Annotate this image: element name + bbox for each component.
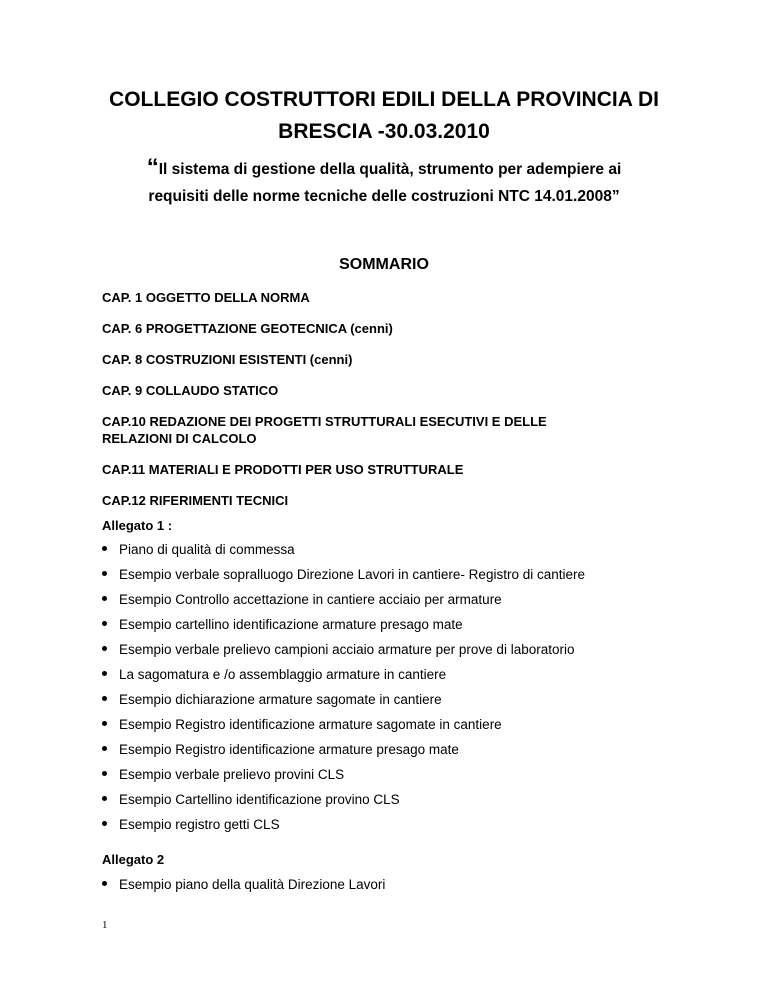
list-item xyxy=(102,816,585,841)
bullet-icon xyxy=(102,571,107,576)
list-item-text: Esempio Cartellino identificazione provino CLS xyxy=(119,792,400,807)
bullet-icon xyxy=(102,746,107,751)
list-item-text: Esempio cartellino identificazione armature presago mate xyxy=(119,617,463,632)
list-item-text: Esempio verbale prelievo provini CLS xyxy=(119,767,345,782)
allegato-1-list xyxy=(102,541,585,841)
bullet-icon xyxy=(102,881,107,886)
list-item-text: Piano di qualità di commessa xyxy=(119,542,295,557)
list-item xyxy=(102,741,585,766)
list-item xyxy=(102,591,585,616)
allegato-2-list xyxy=(102,876,385,901)
bullet-icon xyxy=(102,796,107,801)
document-subtitle xyxy=(60,154,708,210)
list-item xyxy=(102,766,585,791)
chapter-item xyxy=(102,413,702,447)
list-item-text: La sagomatura e /o assemblaggio armature in cantiere xyxy=(119,667,447,682)
list-item xyxy=(102,616,585,641)
bullet-icon xyxy=(102,821,107,826)
list-item xyxy=(102,666,585,691)
subtitle-line-2: requisiti delle norme tecniche delle costruzioni NTC 14.01.2008” xyxy=(148,188,620,205)
list-item xyxy=(102,541,585,566)
list-item xyxy=(102,566,585,591)
chapter-item-line: CAP.10 REDAZIONE DEI PROGETTI STRUTTURALI ESECUTIVI E DELLE xyxy=(102,414,547,429)
bullet-icon xyxy=(102,621,107,626)
bullet-icon xyxy=(102,696,107,701)
chapter-item: CAP. 8 COSTRUZIONI ESISTENTI (cenni) xyxy=(102,352,353,367)
chapter-item-line: RELAZIONI DI CALCOLO xyxy=(102,431,257,446)
document-title xyxy=(40,84,728,148)
list-item xyxy=(102,691,585,716)
list-item xyxy=(102,876,385,901)
bullet-icon xyxy=(102,721,107,726)
list-item-text: Esempio piano della qualità Direzione Lavori xyxy=(119,877,386,892)
list-item-text: Esempio Controllo accettazione in cantiere acciaio per armature xyxy=(119,592,502,607)
chapter-item: CAP.12 RIFERIMENTI TECNICI xyxy=(102,493,289,508)
subtitle-open-quote: “ xyxy=(146,154,159,181)
list-item-text: Esempio Registro identificazione armature presago mate xyxy=(119,742,459,757)
list-item-text: Esempio Registro identificazione armature sagomate in cantiere xyxy=(119,717,502,732)
bullet-icon xyxy=(102,596,107,601)
list-item-text: Esempio registro getti CLS xyxy=(119,817,280,832)
summary-heading: SOMMARIO xyxy=(339,256,429,273)
chapter-item: CAP. 9 COLLAUDO STATICO xyxy=(102,383,279,398)
bullet-icon xyxy=(102,671,107,676)
list-item-text: Esempio verbale sopralluogo Direzione Lavori in cantiere- Registro di cantiere xyxy=(119,567,585,582)
chapter-item: CAP. 6 PROGETTAZIONE GEOTECNICA (cenni) xyxy=(102,321,393,336)
list-item-text: Esempio dichiarazione armature sagomate in cantiere xyxy=(119,692,442,707)
list-item xyxy=(102,791,585,816)
list-item-text: Esempio verbale prelievo campioni acciaio armature per prove di laboratorio xyxy=(119,642,575,657)
chapter-item: CAP.11 MATERIALI E PRODOTTI PER USO STRUTTURALE xyxy=(102,462,464,477)
bullet-icon xyxy=(102,646,107,651)
bullet-icon xyxy=(102,771,107,776)
allegato-1-heading: Allegato 1 : xyxy=(102,518,173,533)
subtitle-line-1: Il sistema di gestione della qualità, strumento per adempiere ai xyxy=(158,161,622,178)
bullet-icon xyxy=(102,546,107,551)
title-line-1: COLLEGIO COSTRUTTORI EDILI DELLA PROVINCIA DI xyxy=(109,88,659,111)
chapter-item: CAP. 1 OGGETTO DELLA NORMA xyxy=(102,290,310,305)
page-number: 1 xyxy=(102,919,108,931)
list-item xyxy=(102,641,585,666)
allegato-2-heading: Allegato 2 xyxy=(102,852,165,867)
list-item xyxy=(102,716,585,741)
title-line-2: BRESCIA -30.03.2010 xyxy=(278,120,490,143)
chapter-list xyxy=(102,289,702,523)
